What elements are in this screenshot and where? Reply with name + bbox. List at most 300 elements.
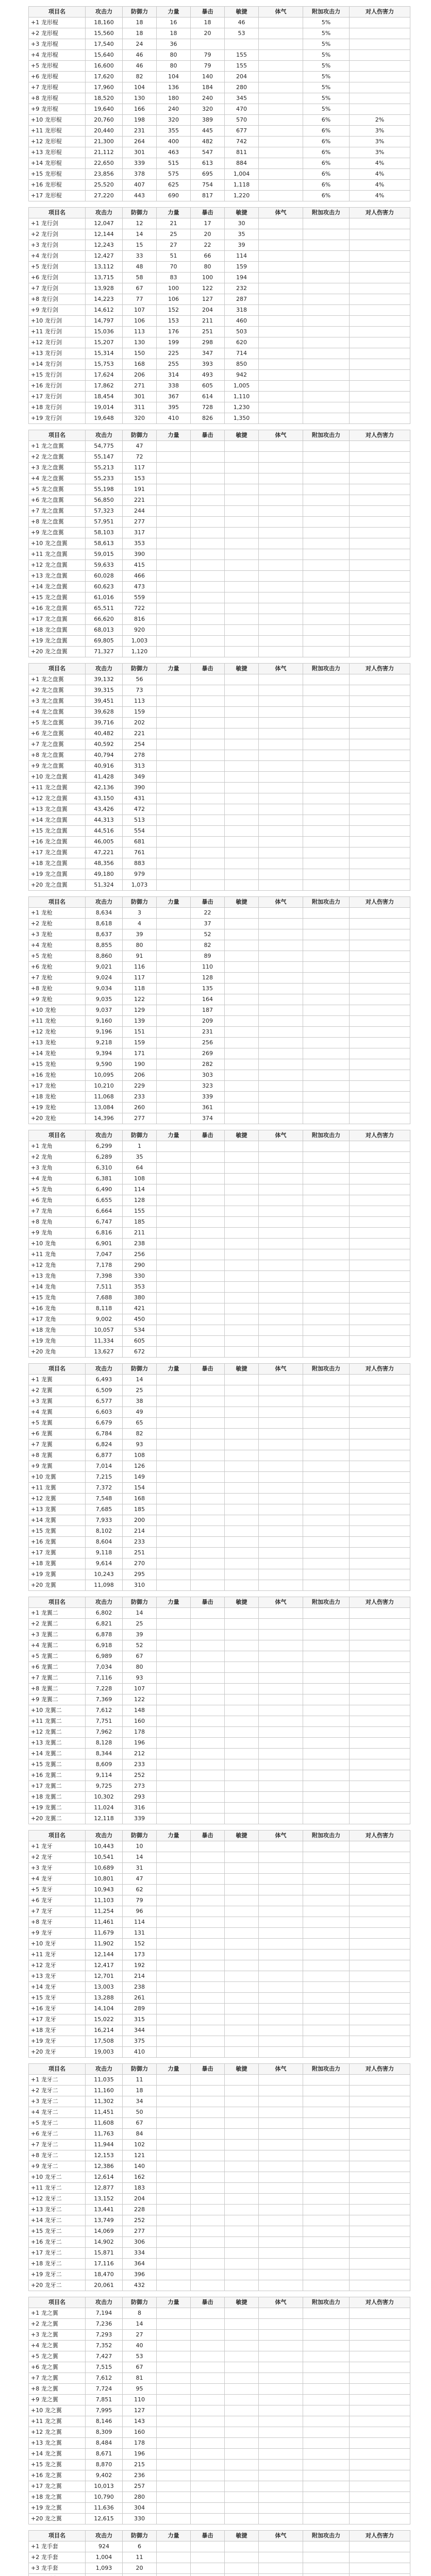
stat-cell: [259, 2362, 303, 2373]
stat-cell: 140: [191, 72, 225, 82]
stat-cell: [303, 880, 350, 891]
table-row: [29, 1325, 410, 1336]
stat-cell: 14,902: [86, 2237, 123, 2248]
stat-cell: [191, 1619, 225, 1630]
table-row: [29, 1016, 410, 1027]
stats-table-section: [28, 6, 410, 201]
column-header: 防御力: [123, 897, 157, 908]
stat-cell: [350, 305, 410, 316]
stat-cell: [225, 750, 259, 761]
table-row: [29, 2503, 410, 2514]
item-name-cell: +19 龙牙: [29, 2036, 86, 2047]
stat-cell: 12,144: [86, 229, 123, 240]
table-row: [29, 1461, 410, 1472]
stat-cell: 121: [123, 2150, 157, 2161]
stat-cell: 17,508: [86, 2036, 123, 2047]
stat-cell: [157, 2574, 191, 2576]
stat-cell: 7,515: [86, 2362, 123, 2373]
table-row: [29, 739, 410, 750]
table-row: [29, 2237, 410, 2248]
stat-cell: [191, 603, 225, 614]
stat-cell: [259, 761, 303, 772]
stat-cell: [259, 473, 303, 484]
table-row: [29, 685, 410, 696]
stat-cell: [303, 463, 350, 473]
stat-cell: [259, 2384, 303, 2395]
table-row: [29, 1163, 410, 1174]
stat-cell: [259, 1336, 303, 1347]
stat-cell: [191, 2541, 225, 2552]
stat-cell: 79: [191, 61, 225, 72]
stat-cell: [303, 2183, 350, 2194]
stat-cell: [350, 452, 410, 463]
stat-cell: 154: [123, 1483, 157, 1494]
stat-cell: [191, 1526, 225, 1537]
table-row: [29, 696, 410, 707]
table-row: [29, 984, 410, 994]
stat-cell: [191, 1841, 225, 1852]
item-name-cell: +9 龙角: [29, 1228, 86, 1239]
stat-cell: [350, 1282, 410, 1293]
stat-cell: 57,323: [86, 506, 123, 517]
stat-cell: [350, 1548, 410, 1558]
stat-cell: [157, 2481, 191, 2492]
stat-cell: [350, 316, 410, 327]
stat-cell: 62: [123, 1885, 157, 1895]
item-name-cell: +17 龙牙: [29, 2014, 86, 2025]
stat-cell: 58,103: [86, 528, 123, 538]
stat-cell: [350, 685, 410, 696]
stat-cell: 270: [123, 1558, 157, 1569]
column-header: 防御力: [123, 208, 157, 218]
stat-cell: [225, 2086, 259, 2096]
table-row: [29, 2330, 410, 2341]
stat-cell: [350, 2384, 410, 2395]
stats-table: [28, 1363, 410, 1591]
stat-cell: 8,634: [86, 908, 123, 919]
stat-cell: [157, 1461, 191, 1472]
stat-cell: 42,136: [86, 783, 123, 793]
stat-cell: [350, 1483, 410, 1494]
stat-cell: [303, 1347, 350, 1358]
item-name-cell: +1 龙之翼: [29, 2308, 86, 2319]
table-row: [29, 2574, 410, 2576]
stat-cell: [157, 1608, 191, 1619]
stats-table: [28, 430, 410, 657]
stat-cell: 128: [123, 1195, 157, 1206]
stat-cell: [303, 402, 350, 413]
stat-cell: 204: [123, 2194, 157, 2205]
stat-cell: [225, 2503, 259, 2514]
stat-cell: 314: [157, 370, 191, 381]
stat-cell: [157, 2014, 191, 2025]
stat-cell: [350, 571, 410, 582]
stat-cell: [157, 1630, 191, 1640]
stat-cell: 27: [157, 240, 191, 251]
stat-cell: 6,824: [86, 1439, 123, 1450]
stat-cell: [350, 2503, 410, 2514]
stat-cell: [191, 1494, 225, 1504]
stat-cell: [157, 994, 191, 1005]
item-name-cell: +11 龙行剑: [29, 327, 86, 337]
stat-cell: [259, 1048, 303, 1059]
stat-cell: [303, 1005, 350, 1016]
item-name-cell: +13 龙行剑: [29, 348, 86, 359]
stat-cell: [350, 826, 410, 837]
stat-cell: 143: [123, 2416, 157, 2427]
stat-cell: [350, 1716, 410, 1727]
stat-cell: 7,612: [86, 2373, 123, 2384]
table-row: [29, 1483, 410, 1494]
item-name-cell: +3 龙之盘翼: [29, 696, 86, 707]
stats-table-section: [28, 1597, 410, 1824]
stat-cell: 11,679: [86, 1928, 123, 1939]
stat-cell: 24: [123, 39, 157, 50]
stat-cell: [191, 696, 225, 707]
stat-cell: [191, 1407, 225, 1418]
stat-cell: 185: [123, 1504, 157, 1515]
item-name-cell: +10 龙之翼: [29, 2405, 86, 2416]
stat-cell: [157, 1494, 191, 1504]
item-name-cell: +6 龙翼: [29, 1429, 86, 1439]
stats-table: [28, 663, 410, 891]
stat-cell: [303, 1472, 350, 1483]
stat-cell: 228: [123, 2205, 157, 2215]
stat-cell: [259, 1548, 303, 1558]
stat-cell: [259, 1841, 303, 1852]
item-name-cell: +11 龙角: [29, 1249, 86, 1260]
stat-cell: [157, 869, 191, 880]
stat-cell: 5%: [303, 104, 350, 115]
stat-cell: [157, 2194, 191, 2205]
stat-cell: [303, 2226, 350, 2237]
stat-cell: 883: [123, 858, 157, 869]
stat-cell: [259, 1450, 303, 1461]
item-name-cell: +2 龙角: [29, 1152, 86, 1163]
stat-cell: [225, 1375, 259, 1385]
stat-cell: [350, 1375, 410, 1385]
column-header: 体气: [259, 664, 303, 674]
column-header: 攻击力: [86, 897, 123, 908]
stat-cell: [191, 1515, 225, 1526]
stat-cell: [259, 1396, 303, 1407]
stat-cell: [225, 2036, 259, 2047]
stat-cell: [225, 962, 259, 973]
stat-cell: [225, 1461, 259, 1472]
stat-cell: [259, 2373, 303, 2384]
stat-cell: [191, 1673, 225, 1684]
stat-cell: [191, 1558, 225, 1569]
stat-cell: 11,608: [86, 2118, 123, 2129]
item-name-cell: +8 龙之盘翼: [29, 517, 86, 528]
stat-cell: [157, 2237, 191, 2248]
stat-cell: [259, 1781, 303, 1792]
stat-cell: [350, 2541, 410, 2552]
stat-cell: 128: [191, 973, 225, 984]
column-header: 体气: [259, 7, 303, 18]
stat-cell: 6%: [303, 180, 350, 191]
stat-cell: 20,760: [86, 115, 123, 126]
item-name-cell: +14 龙行剑: [29, 359, 86, 370]
stat-cell: [259, 908, 303, 919]
column-header: 防御力: [123, 2064, 157, 2075]
stat-cell: [225, 603, 259, 614]
stat-cell: 14: [123, 2319, 157, 2330]
stat-cell: 10,013: [86, 2481, 123, 2492]
stat-cell: [225, 2025, 259, 2036]
stat-cell: [350, 2096, 410, 2107]
stat-cell: [157, 696, 191, 707]
stat-cell: [191, 1792, 225, 1803]
stat-cell: [350, 2004, 410, 2014]
stat-cell: [157, 1385, 191, 1396]
stat-cell: [225, 1504, 259, 1515]
stats-table: [28, 1597, 410, 1824]
stat-cell: 12,614: [86, 2172, 123, 2183]
stat-cell: [157, 1271, 191, 1282]
column-header: 力量: [157, 2531, 191, 2541]
stat-cell: 184: [191, 82, 225, 93]
stat-cell: [350, 28, 410, 39]
stat-cell: [225, 495, 259, 506]
item-name-cell: +14 龙翼: [29, 1515, 86, 1526]
stat-cell: [259, 413, 303, 424]
item-name-cell: +4 龙行剑: [29, 251, 86, 262]
stat-cell: 110: [191, 962, 225, 973]
stat-cell: 277: [123, 1113, 157, 1124]
stat-cell: [350, 919, 410, 929]
table-row: [29, 1971, 410, 1982]
table-row: [29, 2086, 410, 2096]
stat-cell: [303, 2215, 350, 2226]
stat-cell: 34: [123, 2096, 157, 2107]
table-row: [29, 2036, 410, 2047]
stat-cell: [350, 1472, 410, 1483]
stat-cell: [303, 1385, 350, 1396]
stat-cell: 6,655: [86, 1195, 123, 1206]
stat-cell: [225, 2047, 259, 2058]
stat-cell: [259, 370, 303, 381]
table-row: [29, 1608, 410, 1619]
stat-cell: [157, 1303, 191, 1314]
item-name-cell: +5 龙翼: [29, 1418, 86, 1429]
stat-cell: 255: [157, 359, 191, 370]
stat-cell: [191, 1971, 225, 1982]
stat-cell: [191, 2025, 225, 2036]
item-name-cell: +14 龙角: [29, 1282, 86, 1293]
stat-cell: 559: [123, 592, 157, 603]
stat-cell: [157, 1852, 191, 1863]
stat-cell: [86, 2574, 123, 2576]
stat-cell: [259, 1792, 303, 1803]
stat-cell: 432: [123, 2280, 157, 2291]
stat-cell: 547: [191, 147, 225, 158]
stat-cell: [350, 761, 410, 772]
stat-cell: [157, 1548, 191, 1558]
stat-cell: 7,116: [86, 1673, 123, 1684]
table-row: [29, 137, 410, 147]
stat-cell: [303, 2427, 350, 2438]
stat-cell: 9,024: [86, 973, 123, 984]
stat-cell: 67: [123, 283, 157, 294]
stat-cell: [259, 962, 303, 973]
stat-cell: [303, 1249, 350, 1260]
stat-cell: [225, 1163, 259, 1174]
item-name-cell: +9 龙枪: [29, 994, 86, 1005]
stats-table: [28, 896, 410, 1124]
column-header: 攻击力: [86, 2531, 123, 2541]
stats-table: [28, 6, 410, 201]
stat-cell: [225, 1103, 259, 1113]
stat-cell: [157, 940, 191, 951]
stat-cell: [259, 1141, 303, 1152]
stat-cell: [259, 973, 303, 984]
stat-cell: 166: [123, 104, 157, 115]
item-name-cell: +11 龙牙二: [29, 2183, 86, 2194]
stat-cell: [350, 2086, 410, 2096]
stat-cell: 113: [123, 696, 157, 707]
stat-cell: [303, 2405, 350, 2416]
item-name-cell: +18 龙之盘翼: [29, 625, 86, 636]
item-name-cell: +14 龙形棍: [29, 158, 86, 169]
stat-cell: [303, 1738, 350, 1749]
stat-cell: [350, 2319, 410, 2330]
stat-cell: [350, 1608, 410, 1619]
stat-cell: [157, 1228, 191, 1239]
stat-cell: 13,152: [86, 2194, 123, 2205]
stat-cell: 122: [191, 283, 225, 294]
stat-cell: 460: [225, 316, 259, 327]
stat-cell: [191, 2438, 225, 2449]
stat-cell: 8,128: [86, 1738, 123, 1749]
stat-cell: [303, 1852, 350, 1863]
stat-cell: 7,427: [86, 2351, 123, 2362]
stat-cell: 168: [123, 359, 157, 370]
stat-cell: [350, 837, 410, 848]
stat-cell: [157, 1048, 191, 1059]
stat-cell: [259, 880, 303, 891]
stat-cell: [191, 2194, 225, 2205]
stat-cell: [225, 1141, 259, 1152]
stat-cell: [157, 2004, 191, 2014]
stat-cell: 421: [123, 1303, 157, 1314]
stat-cell: 17,862: [86, 381, 123, 392]
stat-cell: [303, 1314, 350, 1325]
stat-cell: [225, 1640, 259, 1651]
column-header: 暴击: [191, 2064, 225, 2075]
stat-cell: [191, 1184, 225, 1195]
table-row: [29, 2341, 410, 2351]
stat-cell: [157, 2341, 191, 2351]
stat-cell: [191, 2503, 225, 2514]
stat-cell: 280: [225, 82, 259, 93]
stat-cell: [191, 1608, 225, 1619]
stat-cell: [259, 739, 303, 750]
stat-cell: [350, 1059, 410, 1070]
stat-cell: 196: [123, 2449, 157, 2460]
table-header-row: [29, 7, 410, 18]
stat-cell: [259, 1027, 303, 1038]
table-row: [29, 582, 410, 592]
stat-cell: [157, 1662, 191, 1673]
stat-cell: 4: [123, 919, 157, 929]
stat-cell: [157, 1239, 191, 1249]
stat-cell: 22: [191, 240, 225, 251]
stat-cell: [303, 1293, 350, 1303]
stat-cell: [303, 1993, 350, 2004]
stat-cell: [191, 2183, 225, 2194]
stat-cell: 473: [123, 582, 157, 592]
table-row: [29, 327, 410, 337]
stat-cell: [303, 1640, 350, 1651]
stat-cell: [350, 804, 410, 815]
stat-cell: 155: [225, 50, 259, 61]
stat-cell: [191, 2492, 225, 2503]
stat-cell: [350, 2514, 410, 2524]
stat-cell: [303, 1906, 350, 1917]
stat-cell: [303, 1608, 350, 1619]
stat-cell: [225, 1651, 259, 1662]
table-row: [29, 2460, 410, 2470]
stat-cell: [303, 1727, 350, 1738]
stat-cell: [303, 348, 350, 359]
stat-cell: [350, 1841, 410, 1852]
column-header: 对人伤害力: [350, 2297, 410, 2308]
stat-cell: 301: [123, 392, 157, 402]
stat-cell: [225, 1917, 259, 1928]
column-header: 项目名: [29, 2531, 86, 2541]
stat-cell: 7,688: [86, 1293, 123, 1303]
stat-cell: [259, 463, 303, 473]
stat-cell: [157, 2449, 191, 2460]
stat-cell: 9,218: [86, 1038, 123, 1048]
stat-cell: 6,289: [86, 1152, 123, 1163]
stat-cell: [157, 1347, 191, 1358]
stat-cell: 114: [225, 251, 259, 262]
stat-cell: [259, 2492, 303, 2503]
stat-cell: [259, 180, 303, 191]
stat-cell: [350, 240, 410, 251]
stat-cell: [303, 1814, 350, 1824]
table-row: [29, 147, 410, 158]
table-row: [29, 625, 410, 636]
stat-cell: [303, 2563, 350, 2574]
stat-cell: [157, 1673, 191, 1684]
stat-cell: [191, 1580, 225, 1591]
stat-cell: [157, 2563, 191, 2574]
stat-cell: 7,548: [86, 1494, 123, 1504]
stat-cell: [191, 1781, 225, 1792]
stat-cell: [225, 1515, 259, 1526]
stat-cell: [157, 1885, 191, 1895]
item-name-cell: +11 龙翼二: [29, 1716, 86, 1727]
stat-cell: [259, 940, 303, 951]
table-row: [29, 1439, 410, 1450]
stat-cell: [157, 1803, 191, 1814]
stat-cell: [225, 2574, 259, 2576]
stat-cell: [259, 2470, 303, 2481]
stat-cell: [350, 1558, 410, 1569]
stat-cell: [259, 359, 303, 370]
stat-cell: [191, 2373, 225, 2384]
stat-cell: [225, 571, 259, 582]
table-row: [29, 2427, 410, 2438]
stat-cell: [303, 517, 350, 528]
stat-cell: 211: [123, 1228, 157, 1239]
stat-cell: [303, 2460, 350, 2470]
stat-cell: 17,960: [86, 82, 123, 93]
stat-cell: 150: [123, 348, 157, 359]
